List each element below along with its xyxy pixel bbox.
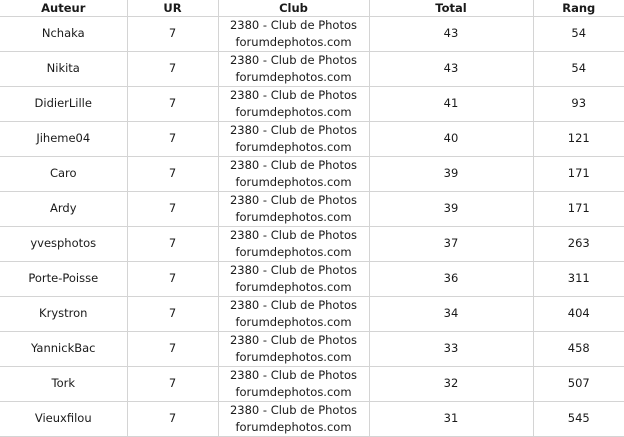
cell-auteur: Jiheme04 bbox=[0, 121, 127, 156]
cell-club bbox=[218, 331, 369, 366]
club-website: forumdephotos.com bbox=[235, 349, 352, 364]
cell-club bbox=[218, 226, 369, 261]
cell-rang: 171 bbox=[533, 156, 624, 191]
cell-club bbox=[218, 261, 369, 296]
club-website: forumdephotos.com bbox=[235, 384, 352, 399]
cell-club bbox=[218, 156, 369, 191]
header-auteur: Auteur bbox=[0, 0, 127, 16]
cell-total: 36 bbox=[369, 261, 533, 296]
cell-ur: 7 bbox=[127, 191, 218, 226]
cell-auteur: Vieuxfilou bbox=[0, 401, 127, 436]
cell-rang: 54 bbox=[533, 16, 624, 51]
cell-auteur: YannickBac bbox=[0, 331, 127, 366]
table-row bbox=[0, 86, 624, 121]
cell-auteur: DidierLille bbox=[0, 86, 127, 121]
table-row bbox=[0, 191, 624, 226]
cell-total: 40 bbox=[369, 121, 533, 156]
cell-total: 43 bbox=[369, 51, 533, 86]
cell-club bbox=[218, 121, 369, 156]
club-website: forumdephotos.com bbox=[235, 174, 352, 189]
cell-club bbox=[218, 86, 369, 121]
club-website: forumdephotos.com bbox=[235, 419, 352, 434]
club-website: forumdephotos.com bbox=[235, 314, 352, 329]
cell-total: 39 bbox=[369, 191, 533, 226]
table-row bbox=[0, 156, 624, 191]
header-row bbox=[0, 0, 624, 16]
cell-auteur: Caro bbox=[0, 156, 127, 191]
cell-club bbox=[218, 191, 369, 226]
cell-rang: 54 bbox=[533, 51, 624, 86]
club-name: 2380 - Club de Photos bbox=[229, 122, 358, 137]
cell-rang: 458 bbox=[533, 331, 624, 366]
cell-club bbox=[218, 366, 369, 401]
club-name: 2380 - Club de Photos bbox=[229, 227, 358, 242]
cell-ur: 7 bbox=[127, 296, 218, 331]
header-total: Total bbox=[369, 0, 533, 16]
cell-ur: 7 bbox=[127, 86, 218, 121]
cell-rang: 545 bbox=[533, 401, 624, 436]
header-rang: Rang bbox=[533, 0, 624, 16]
cell-ur: 7 bbox=[127, 331, 218, 366]
header-ur: UR bbox=[127, 0, 218, 16]
cell-club bbox=[218, 51, 369, 86]
header-club: Club bbox=[218, 0, 369, 16]
club-name: 2380 - Club de Photos bbox=[229, 157, 358, 172]
cell-ur: 7 bbox=[127, 121, 218, 156]
cell-auteur: Porte-Poisse bbox=[0, 261, 127, 296]
club-name: 2380 - Club de Photos bbox=[229, 367, 358, 382]
club-website: forumdephotos.com bbox=[235, 244, 352, 259]
club-website: forumdephotos.com bbox=[235, 104, 352, 119]
cell-ur: 7 bbox=[127, 366, 218, 401]
table-header bbox=[0, 0, 624, 16]
cell-ur: 7 bbox=[127, 16, 218, 51]
cell-total: 34 bbox=[369, 296, 533, 331]
club-website: forumdephotos.com bbox=[235, 69, 352, 84]
club-name: 2380 - Club de Photos bbox=[229, 297, 358, 312]
cell-rang: 507 bbox=[533, 366, 624, 401]
club-name: 2380 - Club de Photos bbox=[229, 52, 358, 67]
cell-rang: 93 bbox=[533, 86, 624, 121]
club-name: 2380 - Club de Photos bbox=[229, 262, 358, 277]
cell-auteur: yvesphotos bbox=[0, 226, 127, 261]
table-row bbox=[0, 51, 624, 86]
cell-rang: 404 bbox=[533, 296, 624, 331]
table-row bbox=[0, 261, 624, 296]
cell-rang: 121 bbox=[533, 121, 624, 156]
table-body bbox=[0, 16, 624, 436]
club-name: 2380 - Club de Photos bbox=[229, 87, 358, 102]
club-name: 2380 - Club de Photos bbox=[229, 402, 358, 417]
cell-ur: 7 bbox=[127, 261, 218, 296]
table-row bbox=[0, 121, 624, 156]
cell-auteur: Ardy bbox=[0, 191, 127, 226]
cell-auteur: Nchaka bbox=[0, 16, 127, 51]
club-name: 2380 - Club de Photos bbox=[229, 192, 358, 207]
cell-total: 39 bbox=[369, 156, 533, 191]
cell-ur: 7 bbox=[127, 226, 218, 261]
cell-total: 33 bbox=[369, 331, 533, 366]
cell-rang: 311 bbox=[533, 261, 624, 296]
club-name: 2380 - Club de Photos bbox=[229, 332, 358, 347]
cell-auteur: Nikita bbox=[0, 51, 127, 86]
cell-total: 31 bbox=[369, 401, 533, 436]
cell-ur: 7 bbox=[127, 401, 218, 436]
cell-total: 32 bbox=[369, 366, 533, 401]
cell-total: 43 bbox=[369, 16, 533, 51]
club-website: forumdephotos.com bbox=[235, 139, 352, 154]
club-website: forumdephotos.com bbox=[235, 209, 352, 224]
club-website: forumdephotos.com bbox=[235, 34, 352, 49]
cell-club bbox=[218, 401, 369, 436]
cell-total: 41 bbox=[369, 86, 533, 121]
table-row bbox=[0, 16, 624, 51]
cell-rang: 171 bbox=[533, 191, 624, 226]
cell-club bbox=[218, 16, 369, 51]
cell-total: 37 bbox=[369, 226, 533, 261]
cell-ur: 7 bbox=[127, 51, 218, 86]
cell-ur: 7 bbox=[127, 156, 218, 191]
cell-club bbox=[218, 296, 369, 331]
table-row bbox=[0, 331, 624, 366]
table-row bbox=[0, 226, 624, 261]
table-row bbox=[0, 296, 624, 331]
table-row bbox=[0, 366, 624, 401]
cell-auteur: Tork bbox=[0, 366, 127, 401]
club-website: forumdephotos.com bbox=[235, 279, 352, 294]
cell-rang: 263 bbox=[533, 226, 624, 261]
club-name: 2380 - Club de Photos bbox=[229, 17, 358, 32]
table-row bbox=[0, 401, 624, 436]
cell-auteur: Krystron bbox=[0, 296, 127, 331]
